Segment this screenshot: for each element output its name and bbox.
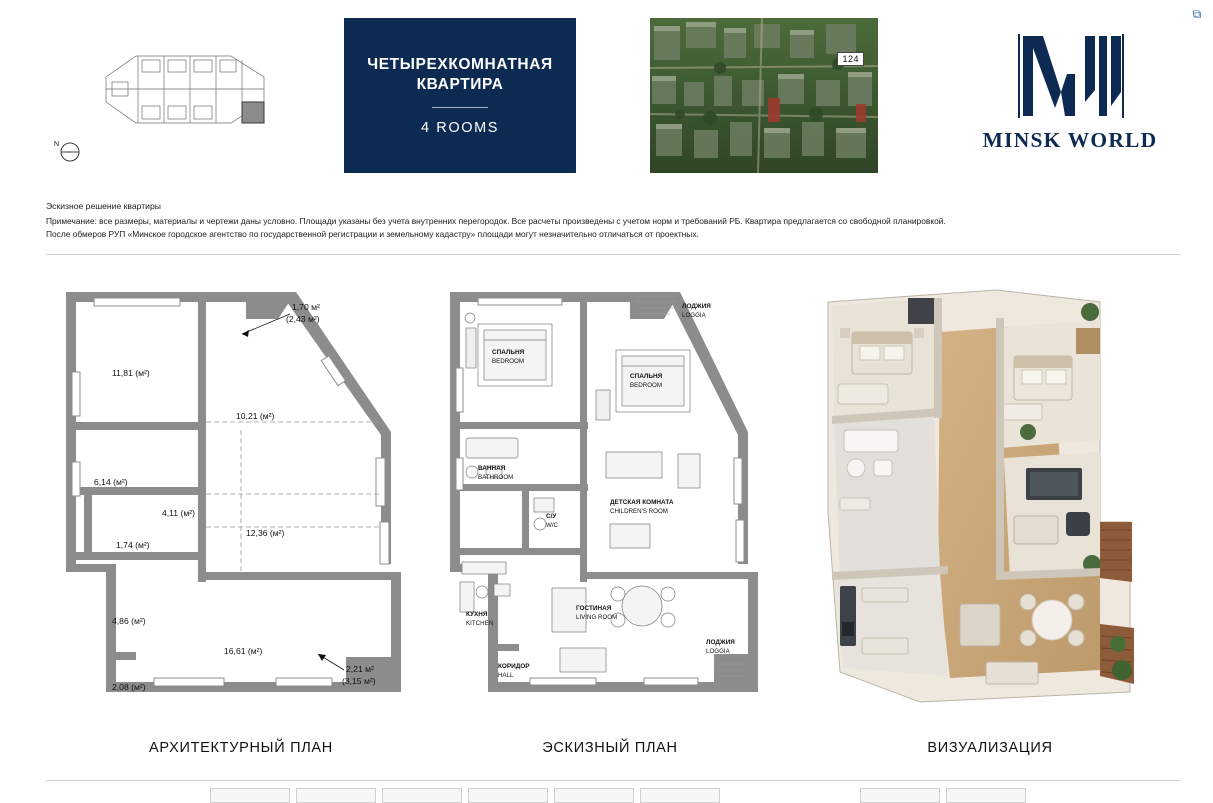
building-key-plan bbox=[46, 22, 286, 172]
label-loggia-bottom-ru: ЛОДЖИЯ bbox=[706, 639, 735, 646]
label-children-room-en: CHILDREN'S ROOM bbox=[610, 508, 668, 515]
plans-row bbox=[0, 272, 1213, 772]
label-bedroom-2-ru: СПАЛЬНЯ bbox=[630, 373, 663, 380]
area-living-room: 16,61 (м²) bbox=[224, 646, 263, 656]
label-bedroom-2-en: BEDROOM bbox=[630, 382, 662, 389]
document-header bbox=[0, 0, 1213, 185]
divider-bottom bbox=[46, 780, 1181, 781]
caption-sketch: ЭСКИЗНЫЙ ПЛАН bbox=[542, 740, 678, 756]
area-bathroom: 6,14 (м²) bbox=[94, 477, 128, 487]
title-en: 4 ROOMS bbox=[420, 120, 500, 137]
area-wc: 1,74 (м²) bbox=[116, 540, 150, 550]
disclaimer-line-1: Примечание: все размеры, материалы и чертежи даны условно. Площади указаны без учета внутренних перегородок. Все расчеты произведены с учетом норм и требований РБ. Квартира предлагается со свободной планировкой. bbox=[46, 216, 946, 227]
architectural-plan bbox=[46, 272, 436, 756]
area-bedroom-right: 10,21 (м²) bbox=[236, 411, 275, 421]
label-children-room-ru: ДЕТСКАЯ КОМНАТА bbox=[610, 499, 674, 506]
thumbnail-strip[interactable] bbox=[0, 788, 1213, 801]
label-living-room-en: LIVING ROOM bbox=[576, 614, 618, 621]
label-loggia-top-ru: ЛОДЖИЯ bbox=[682, 303, 711, 310]
visualization-3d bbox=[800, 272, 1180, 756]
compass-label: N bbox=[54, 141, 60, 148]
label-bedroom-1-en: BEDROOM bbox=[492, 358, 524, 365]
caption-architectural: АРХИТЕКТУРНЫЙ ПЛАН bbox=[149, 740, 333, 756]
label-kitchen-en: KITCHEN bbox=[466, 620, 494, 627]
divider-top bbox=[46, 254, 1181, 255]
label-living-room-ru: ГОСТИНАЯ bbox=[576, 605, 612, 612]
label-loggia-bottom-en: LOGGIA bbox=[706, 648, 730, 655]
title-divider bbox=[432, 107, 488, 108]
area-kitchen: 4,86 (м²) bbox=[112, 616, 146, 626]
disclaimer-line-2: После обмеров РУП «Минское городское агентство по государственной регистрации и земельному кадастру» площади могут незначительно отличаться от проектных. bbox=[46, 228, 699, 239]
area-loggia-top-2: (2,43 м²) bbox=[286, 314, 320, 324]
area-children-room: 12,36 (м²) bbox=[246, 528, 285, 538]
label-hall-en: HALL bbox=[498, 672, 514, 679]
expand-icon[interactable]: ⧉ bbox=[1192, 7, 1202, 21]
label-hall-ru: КОРИДОР bbox=[498, 663, 530, 670]
label-kitchen-ru: КУХНЯ bbox=[466, 611, 488, 618]
title-ru: ЧЕТЫРЕХКОМНАТНАЯ КВАРТИРА bbox=[367, 55, 553, 93]
label-bedroom-1-ru: СПАЛЬНЯ bbox=[492, 349, 525, 356]
disclaimer-block bbox=[46, 200, 1181, 240]
aerial-site-photo bbox=[650, 18, 878, 173]
apartment-title-card bbox=[344, 18, 576, 173]
disclaimer-title: Эскизное решение квартиры bbox=[46, 201, 161, 211]
area-loggia-top: 1,70 м² bbox=[292, 302, 320, 312]
compass-rose bbox=[54, 141, 79, 161]
label-wc-ru: С/У bbox=[546, 513, 557, 520]
brand-logo bbox=[975, 30, 1165, 153]
area-corridor: 4,11 (м²) bbox=[162, 508, 195, 518]
area-loggia-bottom-2: (3,15 м²) bbox=[342, 676, 376, 686]
site-marker-badge: 124 bbox=[837, 52, 864, 66]
area-bedroom-left: 11,81 (м²) bbox=[112, 368, 150, 378]
mw-monogram-icon bbox=[975, 30, 1165, 122]
sketch-plan bbox=[430, 272, 790, 756]
area-hall: 2,08 (м²) bbox=[112, 682, 146, 692]
label-bathroom-ru: ВАННАЯ bbox=[478, 465, 506, 472]
label-wc-en: W/C bbox=[546, 522, 559, 529]
caption-visualization: ВИЗУАЛИЗАЦИЯ bbox=[927, 740, 1053, 756]
area-loggia-bottom: 2,21 м² bbox=[346, 664, 374, 674]
label-bathroom-en: BATHROOM bbox=[478, 474, 514, 481]
brand-wordmark: MINSK WORLD bbox=[982, 128, 1158, 152]
label-loggia-top-en: LOGGIA bbox=[682, 312, 706, 319]
